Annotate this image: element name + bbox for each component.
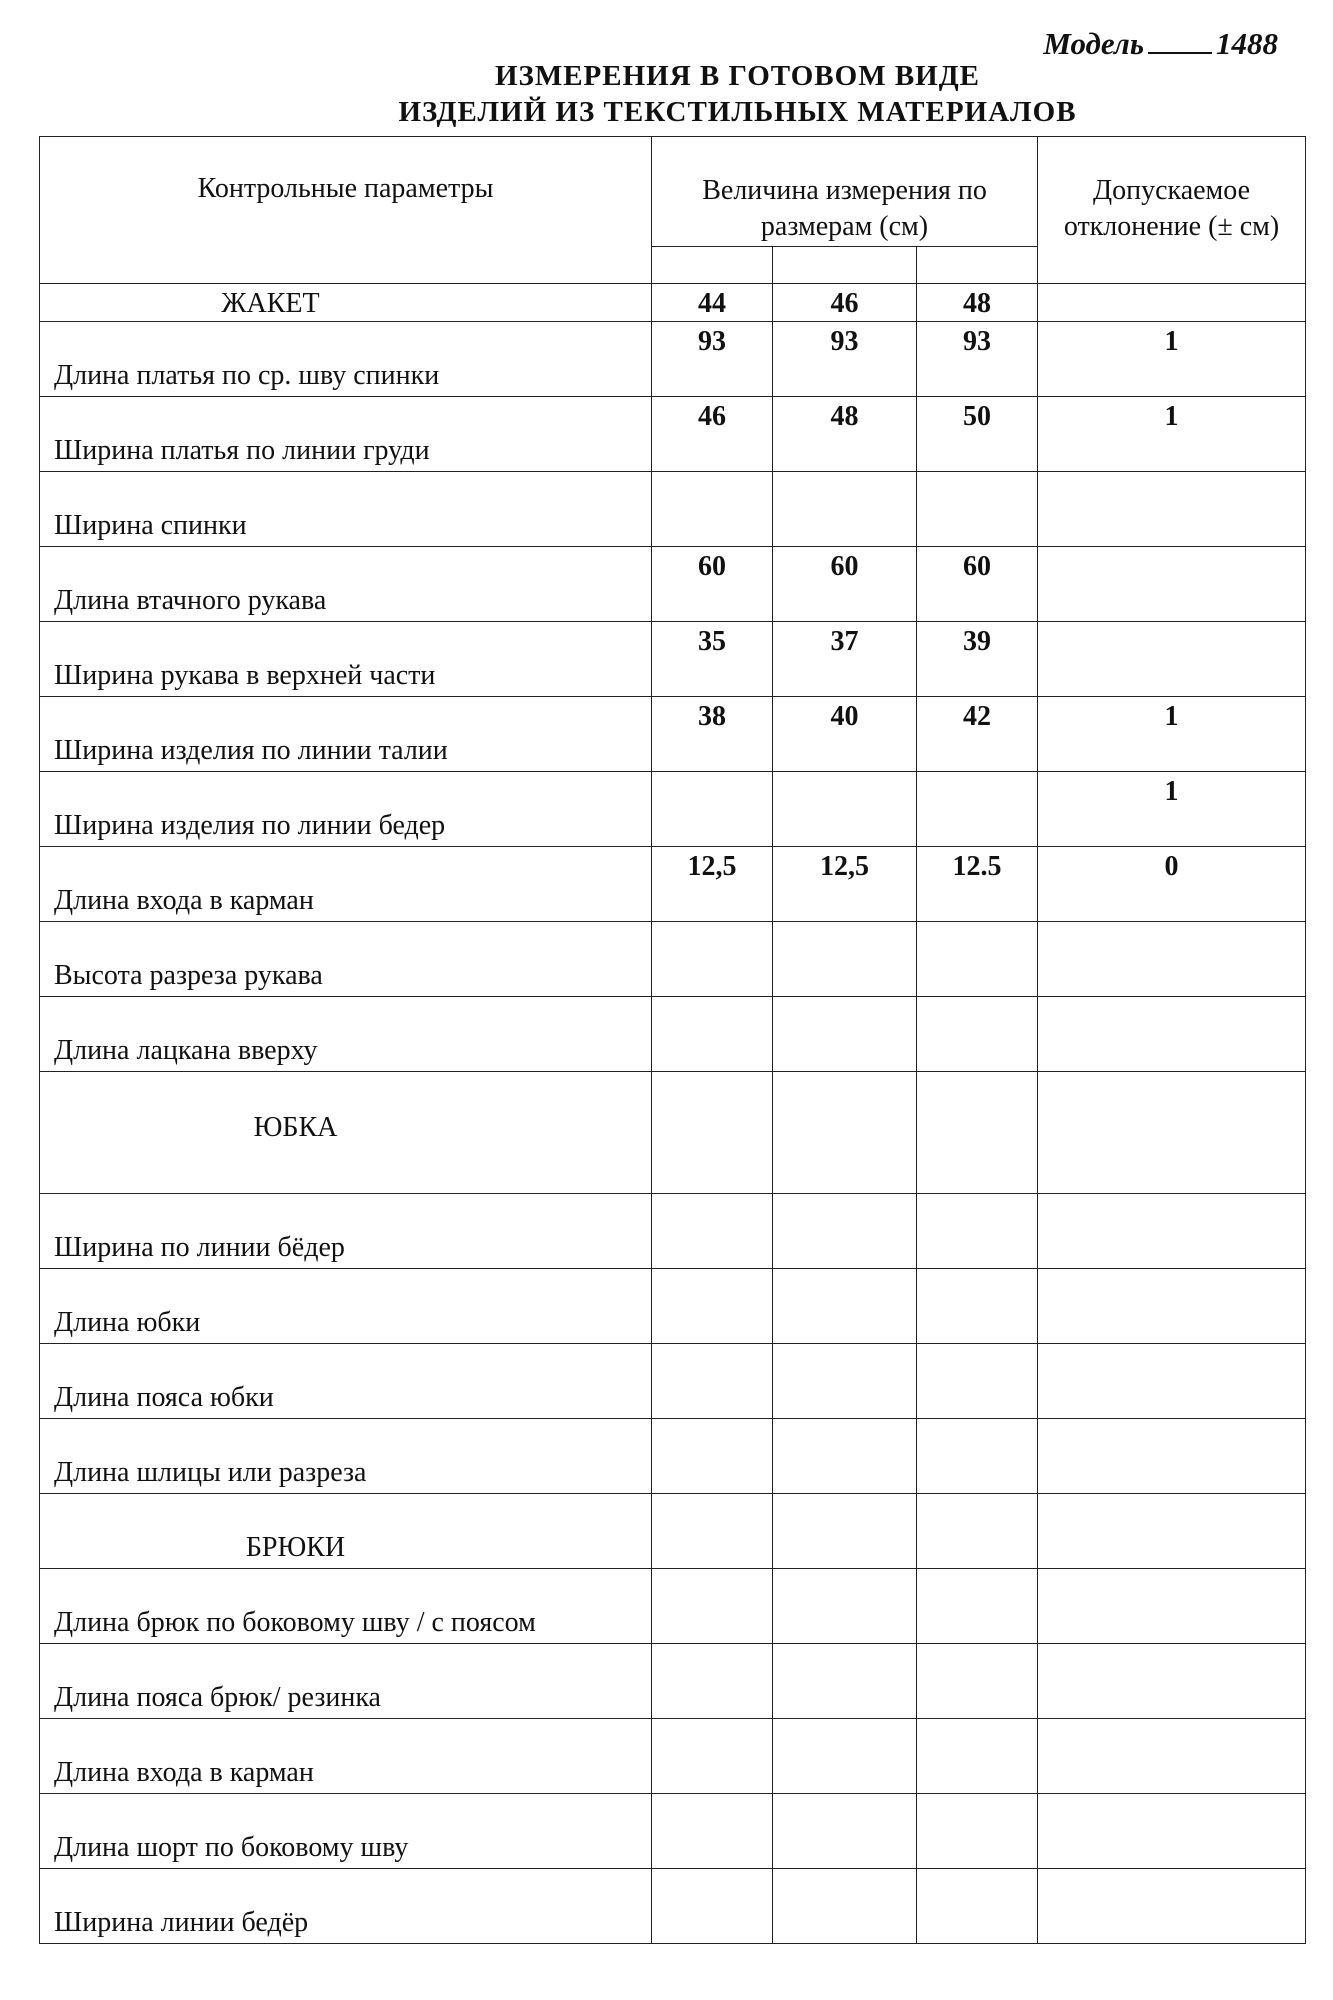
size-value-cell [917, 1419, 1038, 1494]
section-title-trousers: БРЮКИ [40, 1494, 652, 1569]
row-label-cell [40, 772, 652, 847]
row-label: Ширина линии бедёр [54, 1907, 309, 1938]
size-value-cell [917, 1344, 1038, 1419]
size-header-cell: 48 [917, 284, 1038, 322]
row-label-cell [40, 1794, 652, 1869]
measurements-table [39, 136, 1305, 1944]
tolerance-cell [1038, 547, 1306, 622]
row-label-cell [40, 1644, 652, 1719]
table-row [40, 1344, 1306, 1419]
size-value-cell: 12.5 [917, 847, 1038, 922]
table-row [40, 622, 1306, 697]
model-number [1043, 26, 1278, 62]
row-label-cell [40, 472, 652, 547]
table-row [40, 1269, 1306, 1344]
size-value-cell [773, 1194, 917, 1269]
table-row [40, 322, 1306, 397]
row-label-cell [40, 997, 652, 1072]
table-row [40, 772, 1306, 847]
size-value-cell: 48 [773, 397, 917, 472]
row-label: Длина шорт по боковому шву [54, 1832, 409, 1863]
row-label: Ширина по линии бёдер [54, 1232, 345, 1263]
size-value-cell: 37 [773, 622, 917, 697]
size-value-cell [652, 772, 773, 847]
tolerance-cell [1038, 1569, 1306, 1644]
size-value-cell [652, 1269, 773, 1344]
empty-cell [917, 1494, 1038, 1569]
row-label-cell [40, 1869, 652, 1944]
sub-size-cell [773, 247, 917, 284]
row-label: Длина брюк по боковому шву / с поясом [54, 1607, 536, 1638]
row-label-cell [40, 1344, 652, 1419]
table-row [40, 997, 1306, 1072]
table-row [40, 922, 1306, 997]
header-param-text: Контрольные параметры [197, 173, 494, 204]
size-value-cell [652, 1794, 773, 1869]
empty-cell [652, 1072, 773, 1194]
table-row [40, 1869, 1306, 1944]
row-label: Длина лацкана вверху [54, 1035, 318, 1066]
section-row-jacket [40, 284, 1306, 322]
table-row [40, 547, 1306, 622]
header-size-line2: размерам (см) [760, 211, 929, 242]
section-row-skirt [40, 1072, 1306, 1194]
tolerance-cell: 1 [1038, 397, 1306, 472]
size-value-cell [773, 1569, 917, 1644]
tolerance-cell: 1 [1038, 772, 1306, 847]
row-label-cell [40, 697, 652, 772]
row-label: Длина входа в карман [54, 1757, 314, 1788]
size-value-cell: 93 [917, 322, 1038, 397]
empty-cell [773, 1072, 917, 1194]
tolerance-cell [1038, 1644, 1306, 1719]
row-label: Ширина платья по линии груди [54, 435, 430, 466]
row-label: Длина пояса брюк/ резинка [54, 1682, 381, 1713]
empty-cell [1038, 1072, 1306, 1194]
size-value-cell [773, 922, 917, 997]
size-value-cell: 12,5 [652, 847, 773, 922]
tolerance-cell: 1 [1038, 322, 1306, 397]
row-label: Высота разреза рукава [54, 960, 323, 991]
size-value-cell [917, 1869, 1038, 1944]
tolerance-cell [1038, 1869, 1306, 1944]
row-label: Длина входа в карман [54, 885, 314, 916]
size-value-cell [773, 1419, 917, 1494]
row-label: Длина втачного рукава [54, 585, 327, 616]
row-label: Ширина изделия по линии бедер [54, 810, 446, 841]
tolerance-cell [1038, 1269, 1306, 1344]
row-label-cell [40, 1194, 652, 1269]
size-value-cell [773, 772, 917, 847]
row-label-cell [40, 1419, 652, 1494]
header-tol-line1: Допускаемое [1093, 175, 1251, 206]
header-tolerance [1038, 137, 1306, 284]
sub-size-cell [652, 247, 773, 284]
size-value-cell [773, 1869, 917, 1944]
tolerance-cell [1038, 922, 1306, 997]
size-value-cell [773, 997, 917, 1072]
row-label-cell [40, 847, 652, 922]
table-row [40, 1644, 1306, 1719]
row-label-cell [40, 547, 652, 622]
tolerance-cell [1038, 1419, 1306, 1494]
table-row [40, 697, 1306, 772]
size-value-cell: 38 [652, 697, 773, 772]
size-header-cell: 44 [652, 284, 773, 322]
size-value-cell [917, 472, 1038, 547]
empty-cell [773, 1494, 917, 1569]
header-size [652, 137, 1038, 247]
tolerance-cell: 0 [1038, 847, 1306, 922]
size-value-cell [652, 1419, 773, 1494]
empty-cell [652, 1494, 773, 1569]
header-tol-line2: отклонение (± см) [1063, 211, 1280, 242]
row-label-cell [40, 622, 652, 697]
size-value-cell: 93 [652, 322, 773, 397]
model-value: 1488 [1216, 26, 1278, 61]
row-label: Ширина рукава в верхней части [54, 660, 436, 691]
sub-size-cell [917, 247, 1038, 284]
table-row [40, 1719, 1306, 1794]
size-value-cell [652, 1719, 773, 1794]
row-label-cell [40, 1569, 652, 1644]
size-value-cell [652, 1194, 773, 1269]
row-label-cell [40, 1269, 652, 1344]
size-value-cell [652, 997, 773, 1072]
row-label-cell [40, 322, 652, 397]
tolerance-cell [1038, 472, 1306, 547]
row-label: Длина платья по ср. шву спинки [54, 360, 440, 391]
section-title-jacket: ЖАКЕТ [40, 284, 652, 322]
row-label: Длина шлицы или разреза [54, 1457, 367, 1488]
header-size-line1: Величина измерения по [702, 175, 987, 206]
table-row [40, 397, 1306, 472]
table-row [40, 472, 1306, 547]
row-label-cell [40, 1719, 652, 1794]
size-value-cell: 12,5 [773, 847, 917, 922]
model-label: Модель [1043, 26, 1144, 61]
row-label-cell [40, 922, 652, 997]
tolerance-empty-cell [1038, 284, 1306, 322]
size-value-cell [773, 1794, 917, 1869]
size-value-cell: 60 [652, 547, 773, 622]
size-value-cell [652, 1644, 773, 1719]
size-value-cell [917, 1569, 1038, 1644]
row-label: Длина юбки [54, 1307, 201, 1338]
table-row [40, 1794, 1306, 1869]
table-row [40, 1419, 1306, 1494]
size-value-cell [652, 1569, 773, 1644]
size-value-cell: 40 [773, 697, 917, 772]
size-value-cell [917, 1194, 1038, 1269]
size-value-cell [652, 472, 773, 547]
size-value-cell [917, 1719, 1038, 1794]
size-value-cell [917, 1269, 1038, 1344]
model-blank-line [1148, 26, 1212, 54]
empty-cell [917, 1072, 1038, 1194]
size-value-cell [652, 1344, 773, 1419]
size-value-cell: 35 [652, 622, 773, 697]
size-value-cell [917, 997, 1038, 1072]
size-value-cell [773, 472, 917, 547]
size-value-cell [652, 1869, 773, 1944]
tolerance-cell [1038, 1194, 1306, 1269]
size-value-cell [917, 922, 1038, 997]
size-value-cell: 50 [917, 397, 1038, 472]
tolerance-cell [1038, 1344, 1306, 1419]
size-value-cell [773, 1719, 917, 1794]
row-label-cell [40, 397, 652, 472]
section-title-skirt: ЮБКА [40, 1072, 652, 1194]
size-value-cell [917, 772, 1038, 847]
size-value-cell [917, 1794, 1038, 1869]
row-label: Ширина изделия по линии талии [54, 735, 448, 766]
empty-cell [1038, 1494, 1306, 1569]
table-row [40, 847, 1306, 922]
tolerance-cell: 1 [1038, 697, 1306, 772]
size-value-cell [917, 1644, 1038, 1719]
size-value-cell [773, 1344, 917, 1419]
size-header-cell: 46 [773, 284, 917, 322]
section-row-trousers [40, 1494, 1306, 1569]
document-title-line1: ИЗМЕРЕНИЯ В ГОТОВОМ ВИДЕ [494, 60, 981, 92]
size-value-cell: 60 [917, 547, 1038, 622]
size-value-cell: 46 [652, 397, 773, 472]
size-value-cell [773, 1644, 917, 1719]
table-row [40, 1569, 1306, 1644]
size-value-cell [652, 922, 773, 997]
tolerance-cell [1038, 997, 1306, 1072]
size-value-cell: 39 [917, 622, 1038, 697]
size-value-cell: 93 [773, 322, 917, 397]
tolerance-cell [1038, 1794, 1306, 1869]
tolerance-cell [1038, 622, 1306, 697]
size-value-cell [773, 1269, 917, 1344]
document-title-line2: ИЗДЕЛИЙ ИЗ ТЕКСТИЛЬНЫХ МАТЕРИАЛОВ [398, 96, 1077, 128]
header-param [40, 137, 652, 284]
tolerance-cell [1038, 1719, 1306, 1794]
row-label: Ширина спинки [54, 510, 247, 541]
size-value-cell: 60 [773, 547, 917, 622]
row-label: Длина пояса юбки [54, 1382, 274, 1413]
table-row [40, 1194, 1306, 1269]
size-value-cell: 42 [917, 697, 1038, 772]
